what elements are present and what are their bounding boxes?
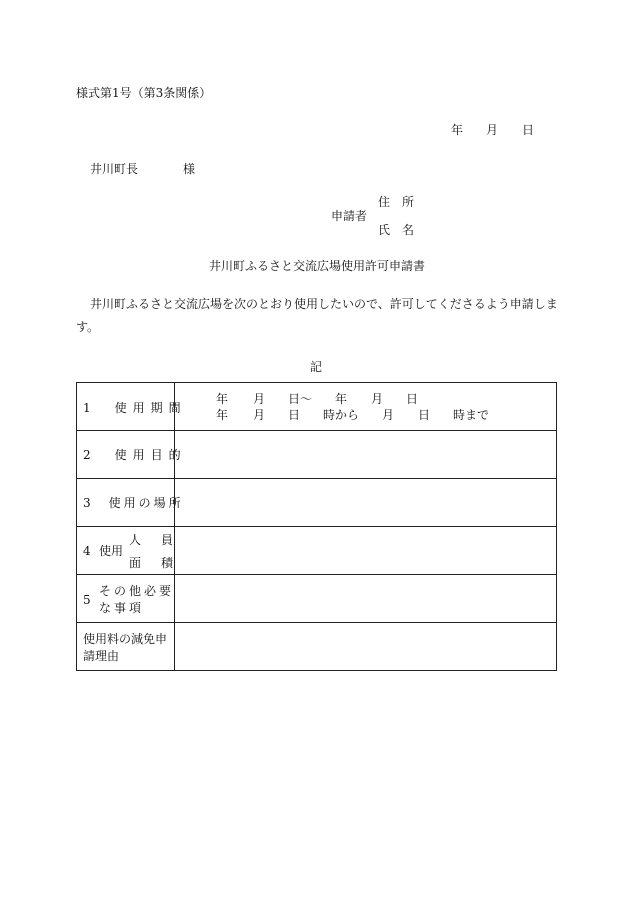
row-usage-people-area <box>77 527 557 575</box>
date-day-label: 日 <box>522 123 535 137</box>
period-from-month: 月 <box>253 392 266 406</box>
other-label-line-1: その他必要 <box>99 584 175 598</box>
fee-reduction-field[interactable] <box>175 623 557 671</box>
other-matters-field[interactable] <box>175 575 557 623</box>
addressee-name: 井川町長 <box>90 162 139 176</box>
body-text-line-1: 井川町ふるさと交流広場を次のとおり使用したいので、許可してくださるよう申請しま <box>90 297 558 311</box>
period-to-month: 月 <box>371 392 384 406</box>
usage-people-label: 人 員 <box>129 533 178 547</box>
addressee-honorific: 様 <box>183 162 196 176</box>
usage-area-label: 面 積 <box>129 556 178 570</box>
period-to-year: 年 <box>335 392 348 406</box>
fee-reduction-label-line-1: 使用料の減免申 <box>83 632 168 646</box>
period-time-until: 時まで <box>453 408 490 422</box>
other-number: 5 <box>83 593 91 607</box>
usage-period-label: 1 使用期間 <box>83 401 187 415</box>
application-form-table <box>76 382 557 671</box>
period-time-month: 月 <box>253 408 266 422</box>
usage-number: 4 <box>83 544 91 558</box>
document-title: 井川町ふるさと交流広場使用許可申請書 <box>209 259 426 273</box>
period-time-year: 年 <box>216 408 229 422</box>
row-usage-purpose <box>77 431 557 479</box>
row-fee-reduction <box>77 623 557 671</box>
usage-people-area-field[interactable] <box>175 527 557 575</box>
body-text-line-2: す。 <box>76 320 100 334</box>
period-time-from: 時から <box>323 408 360 422</box>
form-number: 様式第1号（第3条関係） <box>76 86 212 100</box>
usage-prefix-label: 使用 <box>99 544 124 558</box>
period-time-day: 日 <box>288 408 301 422</box>
usage-place-label: 3 使用の場所 <box>83 496 184 510</box>
period-from-year: 年 <box>216 392 229 406</box>
row-other-matters <box>77 575 557 623</box>
ki-heading: 記 <box>310 360 323 374</box>
row-usage-place <box>77 479 557 527</box>
period-time-to-day: 日 <box>418 408 431 422</box>
row-usage-period <box>77 383 557 431</box>
usage-place-field[interactable] <box>175 479 557 527</box>
other-label-line-2: な事項 <box>99 601 145 615</box>
usage-period-field[interactable] <box>175 383 557 431</box>
fee-reduction-label-line-2: 請理由 <box>83 649 120 663</box>
period-to-day: 日 <box>406 392 419 406</box>
usage-purpose-label: 2 使用目的 <box>83 448 187 462</box>
applicant-name-label: 氏 名 <box>378 223 415 237</box>
applicant-label: 申請者 <box>331 209 368 223</box>
usage-purpose-field[interactable] <box>175 431 557 479</box>
period-time-to-month: 月 <box>382 408 395 422</box>
applicant-address-label: 住 所 <box>378 195 415 209</box>
date-month-label: 月 <box>486 123 499 137</box>
period-from-day: 日～ <box>288 392 313 406</box>
date-year-label: 年 <box>451 123 464 137</box>
